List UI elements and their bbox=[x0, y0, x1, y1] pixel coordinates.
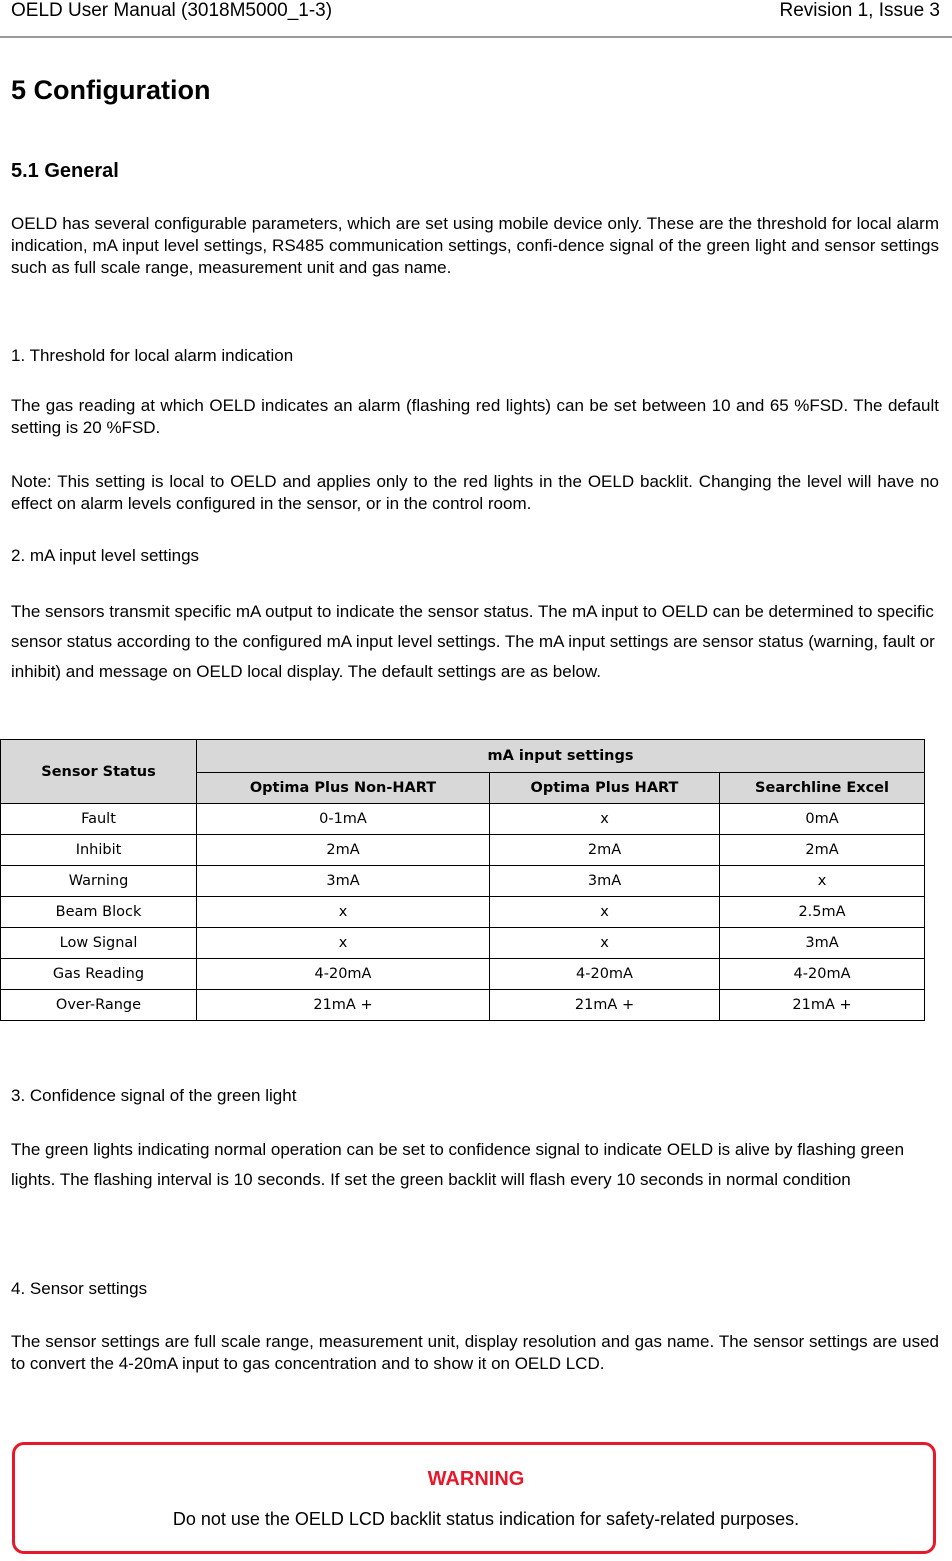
intro-paragraph: OELD has several configurable parameters, which are set using mobile device only. These are the threshold for local alarm indication, mA input level settings, RS485 communication settings, confi-dence signal of the green light and sensor settings such as full scale range, measurement unit and gas name. bbox=[11, 214, 939, 277]
value-cell: 4-20mA bbox=[197, 959, 490, 990]
table-row bbox=[1, 897, 925, 928]
group-header: mA input settings bbox=[197, 740, 925, 773]
item4-title: 4. Sensor settings bbox=[11, 1279, 148, 1298]
value-cell: x bbox=[197, 928, 490, 959]
item2-body: The sensors transmit specific mA output to indicate the sensor status. The mA input to OELD can be determined to specific sensor status according to the configured mA input level settings. The mA input settings are sensor status (warning, fault or inhibit) and message on OELD local display. The default settings are as below. bbox=[11, 602, 935, 681]
column-header: Optima Plus HART bbox=[490, 773, 720, 804]
section-title: 5 Configuration bbox=[11, 75, 211, 105]
table-row bbox=[1, 990, 925, 1021]
warning-title: WARNING bbox=[427, 1468, 525, 1490]
value-cell: 3mA bbox=[490, 866, 720, 897]
status-cell: Over-Range bbox=[1, 990, 197, 1021]
value-cell: 21mA + bbox=[490, 990, 720, 1021]
table-row bbox=[1, 804, 925, 835]
value-cell: 0-1mA bbox=[197, 804, 490, 835]
item1-title: 1. Threshold for local alarm indication bbox=[11, 346, 294, 365]
status-cell: Fault bbox=[1, 804, 197, 835]
ma-input-settings-table bbox=[0, 739, 925, 1021]
status-cell: Beam Block bbox=[1, 897, 197, 928]
item2-title: 2. mA input level settings bbox=[11, 546, 200, 565]
status-cell: Gas Reading bbox=[1, 959, 197, 990]
document-title: OELD User Manual (3018M5000_1-3) bbox=[11, 0, 333, 21]
status-cell: Warning bbox=[1, 866, 197, 897]
value-cell: 3mA bbox=[720, 928, 925, 959]
table-row bbox=[1, 866, 925, 897]
value-cell: 2.5mA bbox=[720, 897, 925, 928]
value-cell: 21mA + bbox=[197, 990, 490, 1021]
value-cell: 2mA bbox=[197, 835, 490, 866]
item1-body: The gas reading at which OELD indicates an alarm (flashing red lights) can be set between 10 and 65 %FSD. The default setting is 20 %FSD. bbox=[11, 396, 939, 437]
value-cell: 4-20mA bbox=[490, 959, 720, 990]
header-divider bbox=[0, 36, 952, 38]
value-cell: 3mA bbox=[197, 866, 490, 897]
item3-title: 3. Confidence signal of the green light bbox=[11, 1086, 297, 1105]
revision-label: Revision 1, Issue 3 bbox=[779, 0, 940, 21]
item3-body: The green lights indicating normal operation can be set to confidence signal to indicate OELD is alive by flashing green lights. The flashing interval is 10 seconds. If set the green backlit will flash every 10 seconds in normal condition bbox=[11, 1140, 905, 1189]
item1-note: Note: This setting is local to OELD and applies only to the red lights in the OELD backlit. Changing the level will have no effect on alarm levels configured in the sensor, or in the control room. bbox=[11, 472, 939, 513]
value-cell: 2mA bbox=[720, 835, 925, 866]
table-row bbox=[1, 928, 925, 959]
status-cell: Low Signal bbox=[1, 928, 197, 959]
table-row bbox=[1, 959, 925, 990]
warning-box bbox=[12, 1442, 936, 1554]
value-cell: 2mA bbox=[490, 835, 720, 866]
item4-body: The sensor settings are full scale range, measurement unit, display resolution and gas name. The sensor settings are used to convert the 4-20mA input to gas concentration and to show it on OELD LCD. bbox=[11, 1332, 939, 1373]
value-cell: 0mA bbox=[720, 804, 925, 835]
column-header: Searchline Excel bbox=[720, 773, 925, 804]
value-cell: x bbox=[490, 804, 720, 835]
value-cell: x bbox=[197, 897, 490, 928]
warning-text: Do not use the OELD LCD backlit status indication for safety-related purposes. bbox=[172, 1509, 800, 1529]
value-cell: x bbox=[720, 866, 925, 897]
value-cell: 4-20mA bbox=[720, 959, 925, 990]
status-cell: Inhibit bbox=[1, 835, 197, 866]
column-header: Optima Plus Non-HART bbox=[197, 773, 490, 804]
value-cell: x bbox=[490, 897, 720, 928]
status-header: Sensor Status bbox=[1, 740, 197, 804]
subsection-title: 5.1 General bbox=[11, 160, 119, 182]
value-cell: x bbox=[490, 928, 720, 959]
table-row bbox=[1, 835, 925, 866]
value-cell: 21mA + bbox=[720, 990, 925, 1021]
